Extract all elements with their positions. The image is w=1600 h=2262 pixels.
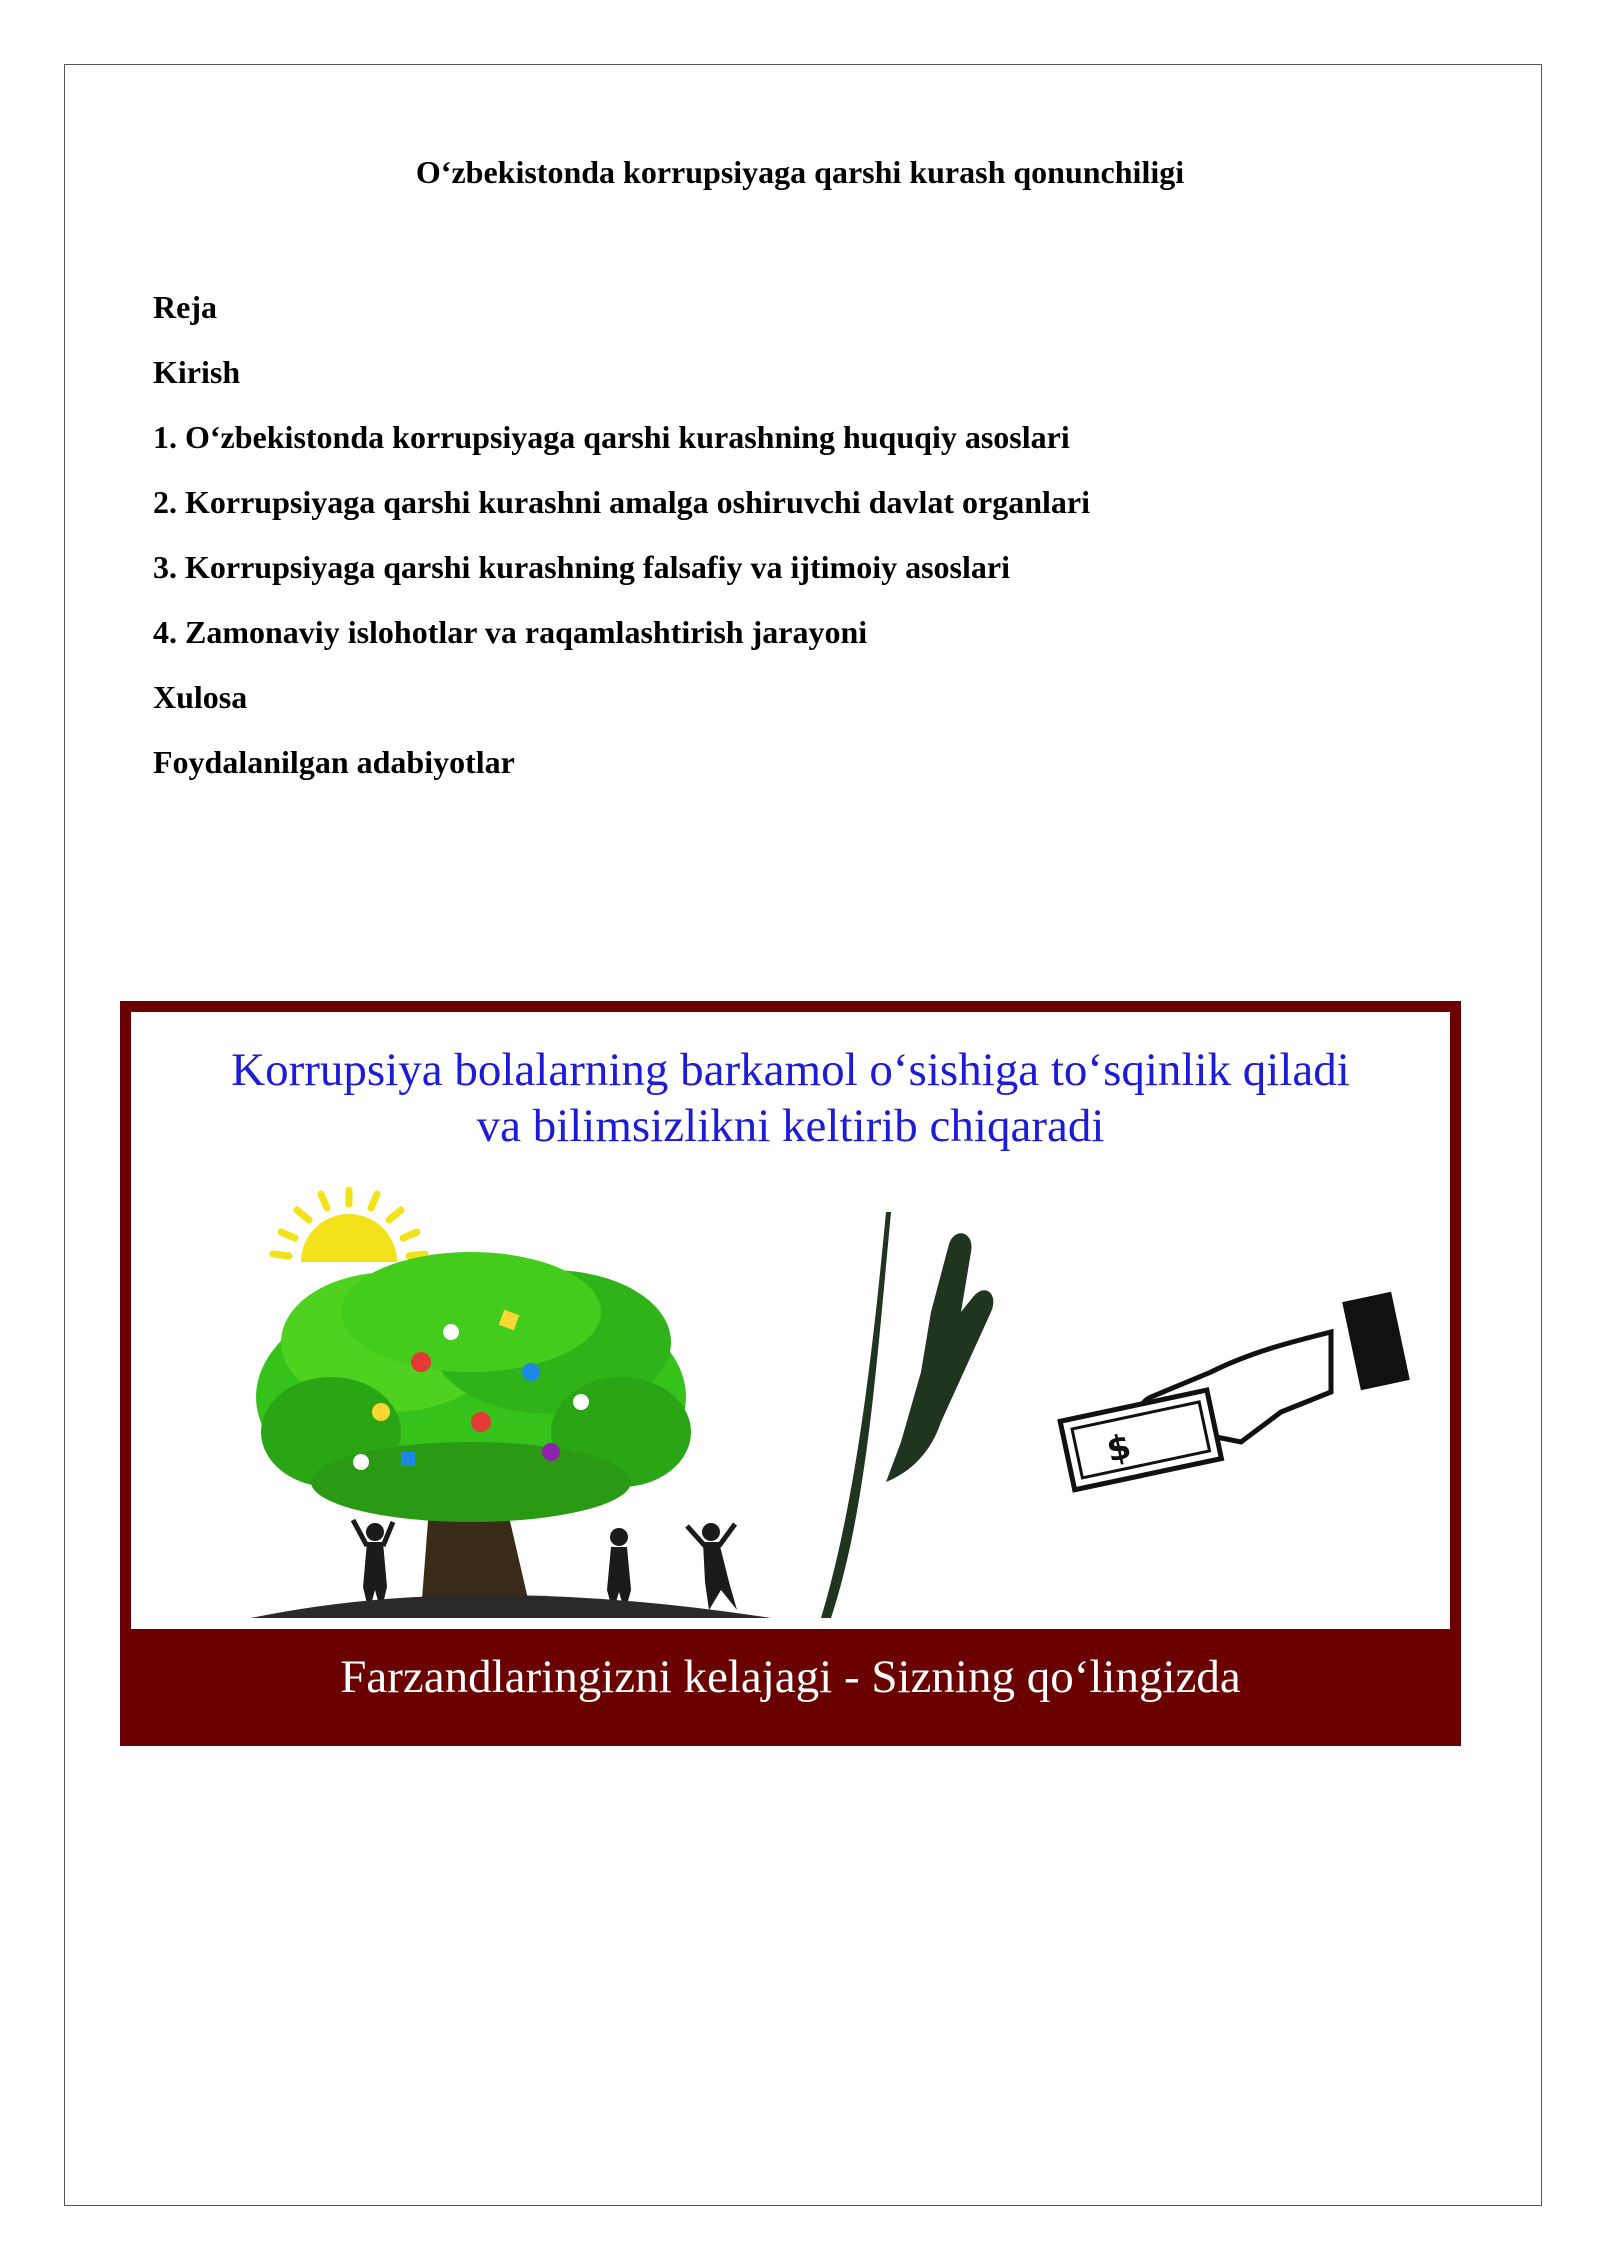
dollar-sign: $ xyxy=(1103,1426,1135,1471)
document-title: O‘zbekistonda korrupsiyaga qarshi kurash qonunchiligi xyxy=(415,154,1185,190)
anti-corruption-poster xyxy=(120,1001,1461,1746)
poster-headline-line-2: va bilimsizlikni keltirib chiqaradi xyxy=(476,1100,1105,1152)
plan-item-2: 2. Korrupsiyaga qarshi kurashni amalga oshiruvchi davlat organlari xyxy=(153,484,1091,520)
plan-item-1: 1. O‘zbekistonda korrupsiyaga qarshi kurashning huquqiy asoslari xyxy=(153,419,1070,455)
poster-footer: Farzandlaringizni kelajagi - Sizning qo‘lingizda xyxy=(340,1651,1241,1703)
poster-illustration xyxy=(131,1012,1450,1629)
plan-item-conclusion: Xulosa xyxy=(153,679,248,715)
plan-item-3: 3. Korrupsiyaga qarshi kurashning falsafiy va ijtimoiy asoslari xyxy=(153,549,1010,585)
stop-hand-icon xyxy=(821,1212,993,1618)
plan-item-introduction: Kirish xyxy=(153,354,241,390)
plan-item-4: 4. Zamonaviy islohotlar va raqamlashtirish jarayoni xyxy=(153,614,868,650)
poster-headline-line-1: Korrupsiya bolalarning barkamol o‘sishiga to‘sqinlik qiladi xyxy=(231,1044,1350,1096)
sun-icon xyxy=(273,1190,425,1262)
plan-heading: Reja xyxy=(153,289,217,325)
plan-item-references: Foydalanilgan adabiyotlar xyxy=(153,744,515,780)
poster-panel xyxy=(131,1012,1450,1629)
money-hand-icon xyxy=(1060,1292,1410,1490)
plan-list xyxy=(153,282,1090,802)
